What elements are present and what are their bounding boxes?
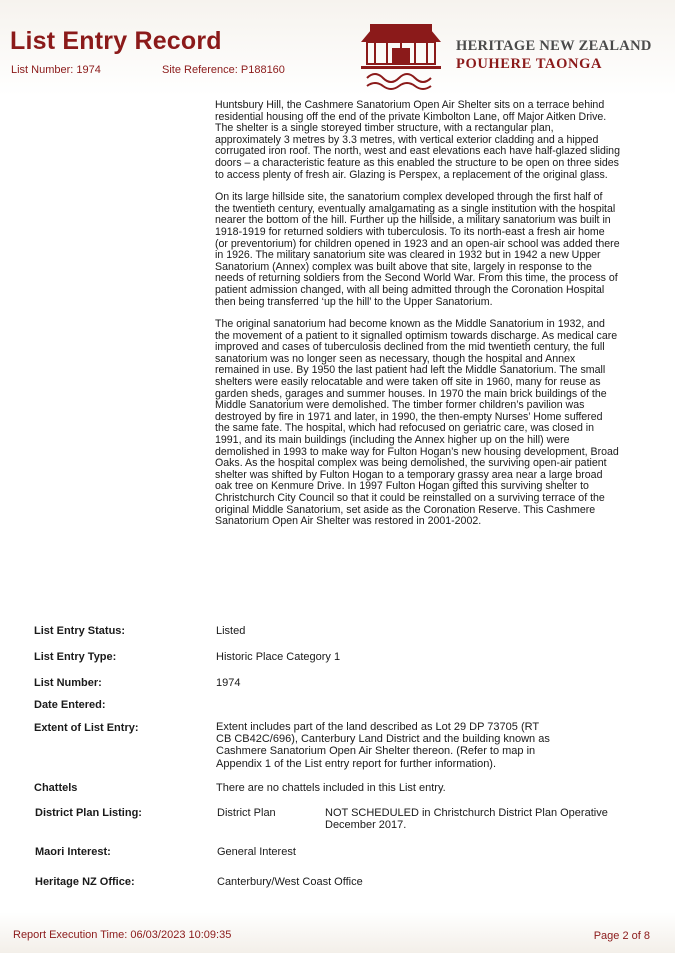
list-number-label: List Number: xyxy=(34,677,102,689)
district-plan-detail: NOT SCHEDULED in Christchurch District Plan Operative December 2017. xyxy=(325,807,608,832)
maori-interest-label: Maori Interest: xyxy=(35,846,111,858)
list-entry-status-value: Listed xyxy=(216,625,246,637)
heritage-nz-logo xyxy=(357,22,445,92)
page-title: List Entry Record xyxy=(10,27,222,55)
description-body xyxy=(215,100,620,539)
extent-value: Extent includes part of the land described as Lot 29 DP 73705 (RT CB CB42C/696), Canterbury Land District and the building known as Cashmere Sanatorium Open Air Shelter thereon. (Refer to map in Appendix 1 of the List entry report for further information). xyxy=(216,721,550,770)
report-execution-time: Report Execution Time: 06/03/2023 10:09:35 xyxy=(13,929,232,941)
heritage-office-label: Heritage NZ Office: xyxy=(35,876,135,888)
body-paragraph-1: Huntsbury Hill, the Cashmere Sanatorium Open Air Shelter sits on a terrace behind residential housing off the end of the private Kimbolton Lane, off Major Aitken Drive. The shelter is a single storeyed timber structure, with a rectangular plan, approximately 3 metres by 3.3 metres, with vertical exterior cladding and a hipped corrugated iron roof. The north, west and east elevations each have half-glazed sliding doors – a characteristic feature as this enabled the structure to be open on three sides to access plenty of fresh air. Glazing is Perspex, a replacement of the original glass. xyxy=(215,99,620,181)
site-reference-header: Site Reference: P188160 xyxy=(162,64,285,76)
list-entry-status-label: List Entry Status: xyxy=(34,625,126,637)
body-paragraph-3: The original sanatorium had become known as the Middle Sanatorium in 1932, and the movement of a patient to it signalled optimism towards discharge. As medical care improved and cases of tuberculosis declined from the mid twentieth century, the full sanatorium was no longer seen as necessary, though the hospital and Annex remained in use. By 1950 the last patient had left the Middle Sanatorium. The small shelters were easily relocatable and were taken off site in 1960, many for reuse as garden sheds, garages and summer houses. In 1970 the main brick buildings of the Middle Sanatorium were demolished. The timber former children’s pavilion was destroyed by fire in 1971 and later, in 1990, the then-empty Nurses’ Home suffered the same fate. The hospital, which had refocused on geriatric care, was closed in 1991, and its main buildings (including the Annex higher up on the hill) were demolished in 1993 to make way for Fulton Hogan’s new housing development, Broad Oaks. As the hospital complex was being demolished, the surviving open-air patient shelter was shifted by Fulton Hogan to a temporary grassy area near a large broad oak tree on Kenmure Drive. In 1997 Fulton Hogan gifted this surviving shelter to Christchurch City Council so that it could be reinstalled on a surviving terrace of the original Middle Sanatorium, set aside as the Coronation Reserve. This Cashmere Sanatorium Open Air Shelter was restored in 2001-2002. xyxy=(215,318,619,528)
extent-label: Extent of List Entry: xyxy=(34,722,139,734)
page-number: Page 2 of 8 xyxy=(593,930,650,942)
chattels-value: There are no chattels included in this List entry. xyxy=(216,782,446,794)
district-plan-label: District Plan Listing: xyxy=(35,807,142,819)
list-number-value: 1974 xyxy=(216,677,241,689)
chattels-label: Chattels xyxy=(34,782,78,794)
district-plan-value: District Plan xyxy=(217,807,276,819)
date-entered-label: Date Entered: xyxy=(34,699,106,711)
body-paragraph-2: On its large hillside site, the sanatorium complex developed through the first half of the twentieth century, eventually amalgamating as a single institution with the hospital nearer the bottom of the hill. Further up the hillside, a military sanatorium was built in 1918-1919 for returned soldiers with tuberculosis. To its north-east a fresh air home (or preventorium) for children opened in 1923 and an open-air school was added there in 1926. The military sanatorium site was cleared in 1932 but in 1942 a new Upper Sanatorium (Annex) complex was built above that site, largely in response to the needs of returning soldiers from the Second World War. From this time, the process of patient admission changed, with all being admitted through the Coronation Hospital then being transferred ‘up the hill’ to the Upper Sanatorium. xyxy=(215,191,620,308)
org-name-maori: POUHERE TAONGA xyxy=(456,56,603,72)
heritage-office-value: Canterbury/West Coast Office xyxy=(217,876,363,888)
org-name-english: HERITAGE NEW ZEALAND xyxy=(456,38,652,54)
list-entry-type-value: Historic Place Category 1 xyxy=(216,651,341,663)
list-entry-type-label: List Entry Type: xyxy=(34,651,117,663)
maori-interest-value: General Interest xyxy=(217,846,296,858)
list-number-header: List Number: 1974 xyxy=(11,64,101,76)
